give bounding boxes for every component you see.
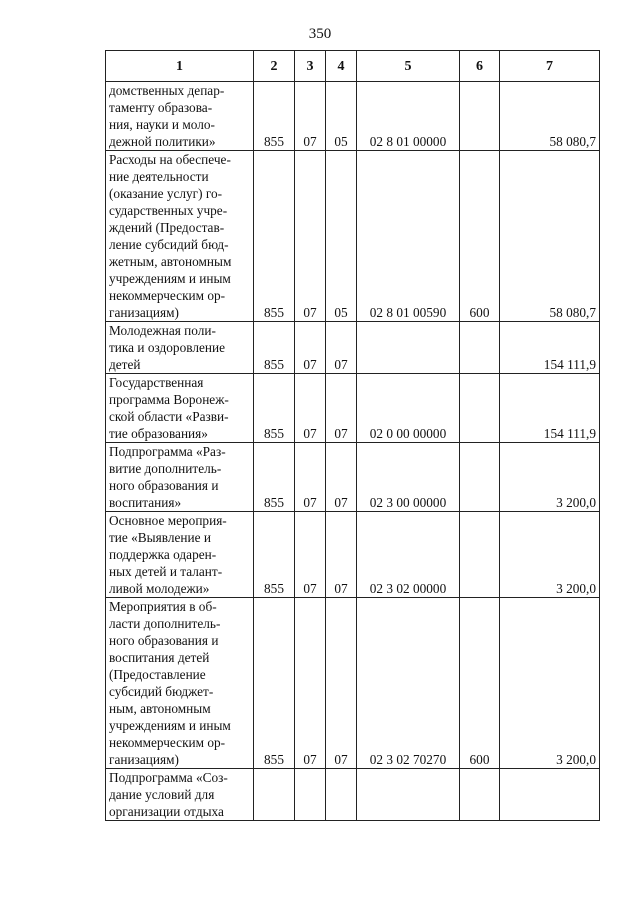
cell-subsection: 07 xyxy=(326,374,357,443)
cell-code: 855 xyxy=(254,374,295,443)
cell-amount: 58 080,7 xyxy=(500,82,600,151)
table-row xyxy=(106,598,600,769)
cell-expense-type xyxy=(460,374,500,443)
column-header: 3 xyxy=(295,51,326,82)
cell-section: 07 xyxy=(295,443,326,512)
cell-target-article xyxy=(357,769,460,821)
cell-amount: 154 111,9 xyxy=(500,322,600,374)
cell-subsection: 05 xyxy=(326,82,357,151)
cell-section xyxy=(295,769,326,821)
column-header: 5 xyxy=(357,51,460,82)
cell-amount: 3 200,0 xyxy=(500,512,600,598)
cell-target-article: 02 8 01 00590 xyxy=(357,151,460,322)
cell-target-article: 02 3 00 00000 xyxy=(357,443,460,512)
cell-subsection: 07 xyxy=(326,512,357,598)
column-header: 6 xyxy=(460,51,500,82)
column-header: 4 xyxy=(326,51,357,82)
table-row xyxy=(106,769,600,821)
cell-target-article: 02 0 00 00000 xyxy=(357,374,460,443)
cell-code: 855 xyxy=(254,82,295,151)
table-row xyxy=(106,82,600,151)
cell-code: 855 xyxy=(254,151,295,322)
table-row xyxy=(106,512,600,598)
cell-code xyxy=(254,769,295,821)
cell-section: 07 xyxy=(295,374,326,443)
budget-table xyxy=(105,50,600,821)
cell-expense-type: 600 xyxy=(460,598,500,769)
cell-section: 07 xyxy=(295,598,326,769)
cell-target-article: 02 3 02 70270 xyxy=(357,598,460,769)
table-row xyxy=(106,443,600,512)
row-description: Государственная программа Воронеж- ской области «Разви- тие образования» xyxy=(106,374,254,443)
table-row xyxy=(106,151,600,322)
cell-code: 855 xyxy=(254,443,295,512)
row-description: домственных депар- таменту образова- ния, науки и моло- дежной политики» xyxy=(106,82,254,151)
table-row xyxy=(106,322,600,374)
cell-expense-type xyxy=(460,322,500,374)
row-description: Расходы на обеспече- ние деятельности (оказание услуг) го- сударственных учре- ждений (Предостав- ление субсидий бюд- жетным, автономным учреждениям и иным некоммерческим ор- ганизациям) xyxy=(106,151,254,322)
cell-expense-type xyxy=(460,443,500,512)
cell-amount: 3 200,0 xyxy=(500,598,600,769)
cell-subsection: 07 xyxy=(326,322,357,374)
row-description: Основное мероприя- тие «Выявление и поддержка одарен- ных детей и талант- ливой молодежи» xyxy=(106,512,254,598)
cell-section: 07 xyxy=(295,322,326,374)
cell-code: 855 xyxy=(254,598,295,769)
table-header-row xyxy=(106,51,600,82)
column-header: 7 xyxy=(500,51,600,82)
cell-section: 07 xyxy=(295,151,326,322)
cell-amount: 58 080,7 xyxy=(500,151,600,322)
cell-target-article: 02 8 01 00000 xyxy=(357,82,460,151)
cell-expense-type xyxy=(460,512,500,598)
cell-target-article: 02 3 02 00000 xyxy=(357,512,460,598)
cell-amount: 3 200,0 xyxy=(500,443,600,512)
cell-subsection: 07 xyxy=(326,443,357,512)
cell-target-article xyxy=(357,322,460,374)
row-description: Молодежная поли- тика и оздоровление детей xyxy=(106,322,254,374)
cell-subsection: 05 xyxy=(326,151,357,322)
cell-expense-type xyxy=(460,82,500,151)
page-number: 350 xyxy=(308,26,332,42)
cell-code: 855 xyxy=(254,512,295,598)
cell-subsection: 07 xyxy=(326,598,357,769)
cell-amount: 154 111,9 xyxy=(500,374,600,443)
row-description: Мероприятия в об- ласти дополнитель- ного образования и воспитания детей (Предоставление субсидий бюджет- ным, автономным учреждениям и иным некоммерческим ор- ганизациям) xyxy=(106,598,254,769)
column-header: 1 xyxy=(106,51,254,82)
row-description: Подпрограмма «Раз- витие дополнитель- ного образования и воспитания» xyxy=(106,443,254,512)
cell-expense-type xyxy=(460,769,500,821)
table-row xyxy=(106,374,600,443)
cell-expense-type: 600 xyxy=(460,151,500,322)
row-description: Подпрограмма «Соз- дание условий для организации отдыха xyxy=(106,769,254,821)
cell-amount xyxy=(500,769,600,821)
column-header: 2 xyxy=(254,51,295,82)
cell-subsection xyxy=(326,769,357,821)
cell-code: 855 xyxy=(254,322,295,374)
cell-section: 07 xyxy=(295,512,326,598)
cell-section: 07 xyxy=(295,82,326,151)
